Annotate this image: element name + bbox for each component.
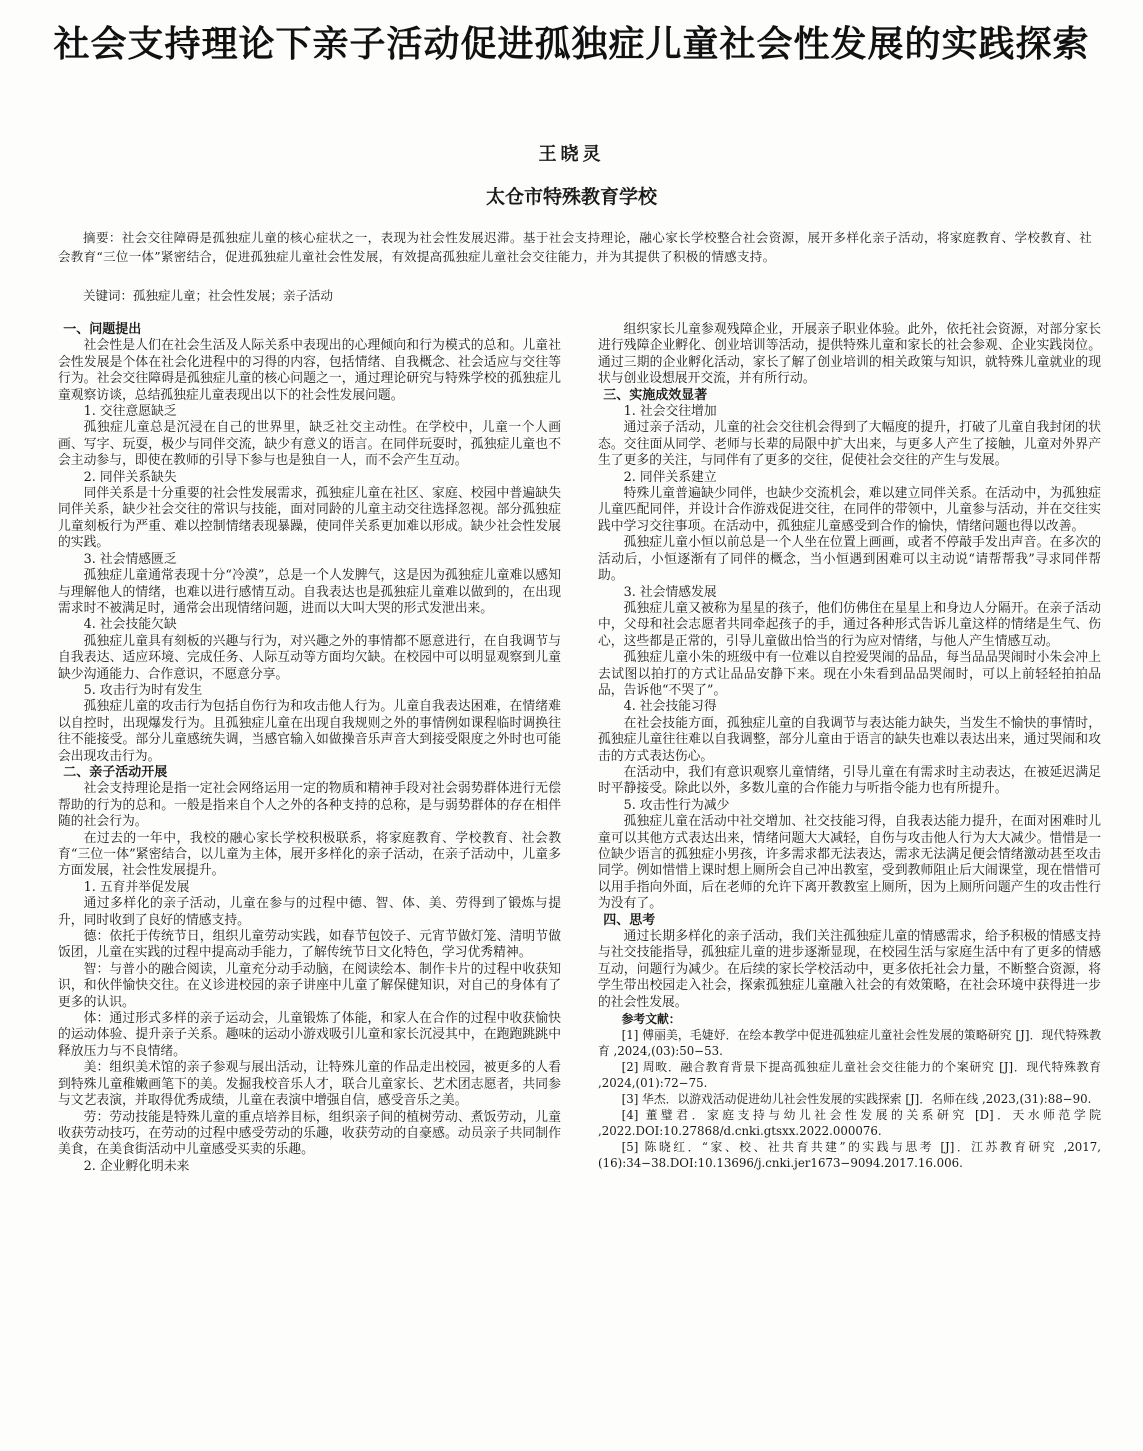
subsection-heading: 5. 攻击行为时有发生	[83, 682, 203, 698]
paragraph: 孤独症儿童在活动中社交增加、社交技能习得，自我表达能力提升，在面对困难时儿童可以其他方式表达出来，情绪问题大大减轻，自伤与攻击他人行为大大减少。惜惜是一位缺少语言的孤独症小男孩，许多需求都无法表达，需求无法满足便会情绪激动甚至攻击同学。例如惜惜上课时想上厕所会自己冲出教室，受到教师阻止后大闹课堂，现在惜惜可以用手指向外面，后在老师的允许下离开教教室上厕所，因为上厕所问题产生的攻击性行为没有了。	[598, 814, 1101, 912]
paragraph: 孤独症儿童具有刻板的兴趣与行为，对兴趣之外的事情都不愿意进行，在自我调节与自我表达、适应环境、完成任务、人际互动等方面均欠缺。在校园中可以明显观察到儿童缺少沟通能力、合作意识，不愿意分享。	[58, 633, 561, 682]
reference-item: [1] 傅丽美，毛婕妤．在绘本教学中促进孤独症儿童社会性发展的策略研究 [J]．现代特殊教育 ,2024,(03):50−53.	[598, 1028, 1101, 1059]
references-title: 参考文献：	[621, 1012, 681, 1027]
paragraph: 同伴关系是十分重要的社会性发展需求，孤独症儿童在社区、家庭、校园中普遍缺失同伴关系，缺少社会交往的常识与技能，面对同龄的儿童主动交往选择忽视。部分孤独症儿童刻板行为严重、难以控制情绪表现暴躁，使同伴关系更加难以形成。缺少社会性发展的实践。	[58, 486, 561, 551]
paragraph: 孤独症儿童通常表现十分“冷漠”，总是一个人发脾气，这是因为孤独症儿童难以感知与理解他人的情绪，也难以进行感情互动。自我表达也是孤独症儿童难以做到的，在出现需求时不被满足时，通常会出现情绪问题，进而以大叫大哭的形式发泄出来。	[58, 568, 561, 616]
reference-item: [4] 董璧君．家庭支持与幼儿社会性发展的关系研究 [D]．天水师范学院 ,2022.DOI:10.27868/d.cnki.gtsxx.2022.000076.	[598, 1108, 1101, 1139]
subsection-heading: 3. 社会情感匮乏	[83, 551, 177, 567]
paragraph: 组织家长儿童参观残障企业，开展亲子职业体验。此外，依托社会资源，对部分家长进行残障企业孵化、创业培训等活动，提供特殊儿童和家长的社会参观、企业实践岗位。通过三期的企业孵化活动，家长了解了创业培训的相关政策与知识，就特殊儿童就业的现状与创业设想展开交流，并有所行动。	[598, 322, 1101, 387]
references	[598, 1011, 1101, 1171]
paragraph: 通过亲子活动，儿童的社会交往机会得到了大幅度的提升，打破了儿童自我封闭的状态。交往面从同学、老师与长辈的局限中扩大出来，与更多人产生了接触，儿童对外界产生了更多的关注，与同伴有了更多的交往，促使社会交往的产生与发展。	[598, 420, 1101, 469]
author-name: 王晓灵	[538, 144, 605, 165]
subsection-heading: 3. 社会情感发展	[623, 584, 717, 600]
paragraph: 智：与普小的融合阅读，儿童充分动手动脑，在阅读绘本、制作卡片的过程中收获知识，和伙伴愉快交往。在义诊进校园的亲子讲座中儿童了解保健知识，对自己的身体有了更多的认识。	[58, 961, 561, 1010]
subsection-heading: 1. 交往意愿缺乏	[83, 404, 177, 420]
paragraph: 德：依托于传统节日，组织儿童劳动实践，如春节包饺子、元宵节做灯笼、清明节做饭团，儿童在实践的过程中提高动手能力，了解传统节日文化特色，学习优秀精神。	[58, 929, 561, 961]
left-column	[58, 322, 561, 1175]
paragraph: 在活动中，我们有意识观察儿童情绪，引导儿童在有需求时主动表达，在被延迟满足时平静接受。除此以外，多数儿童的合作能力与听指令能力也有所提升。	[598, 764, 1101, 797]
paragraph: 孤独症儿童小恒以前总是一个人坐在位置上画画，或者不停敲手发出声音。在多次的活动后，小恒逐渐有了同伴的概念，当小恒遇到困难可以主动说“请帮帮我”寻求同伴帮助。	[598, 535, 1101, 584]
paragraph: 美：组织美术馆的亲子参观与展出活动，让特殊儿童的作品走出校园，被更多的人看到特殊儿童稚嫩画笔下的美。发掘我校音乐人才，联合儿童家长、艺术团志愿者，共同参与文艺表演，并取得优秀成绩，儿童在表演中增强自信，感受音乐之美。	[58, 1060, 561, 1109]
section-heading: 三、实施成效显著	[603, 387, 708, 403]
abstract: 摘要：社会交往障碍是孤独症儿童的核心症状之一，表现为社会性发展迟滞。基于社会支持理论，融心家长学校整合社会资源，展开多样化亲子活动，将家庭教育、学校教育、社会教育“三位一体”紧密结合，促进孤独症儿童社会性发展，有效提高孤独症儿童社会交往能力，并为其提供了积极的情感支持。	[58, 230, 1092, 264]
paragraph: 社会性是人们在社会生活及人际关系中表现出的心理倾向和行为模式的总和。儿童社会性发展是个体在社会化进程中的习得的内容，包括情绪、自我概念、社会适应与交往等行为。社会交往障碍是孤独症儿童的核心问题之一，通过理论研究与特殊学校的孤独症儿童观察访谈，总结孤独症儿童表现出以下的社会性发展问题。	[58, 338, 561, 403]
paragraph: 孤独症儿童又被称为星星的孩子，他们仿佛住在星星上和身边人分隔开。在亲子活动中，父母和社会志愿者共同牵起孩子的手，通过各种形式告诉儿童这样的情绪是生气、伤心，这些都是正常的，引导儿童做出恰当的行为应对情绪，与他人产生情感互动。	[598, 600, 1101, 649]
paper-title: 社会支持理论下亲子活动促进孤独症儿童社会性发展的实践探索	[53, 24, 1090, 65]
paragraph: 社会支持理论是指一定社会网络运用一定的物质和精神手段对社会弱势群体进行无偿帮助的行为的总和。一般是指来自个人之外的各种支持的总称，是与弱势群体的存在相伴随的社会行为。	[58, 781, 561, 830]
section-heading: 二、亲子活动开展	[63, 764, 168, 780]
subsection-heading: 2. 企业孵化明未来	[83, 1158, 190, 1174]
paragraph: 劳：劳动技能是特殊儿童的重点培养目标，组织亲子间的植树劳动、煮饭劳动，儿童收获劳动技巧，在劳动的过程中感受劳动的乐趣，收获劳动的自豪感。动员亲子共同制作美食，在美食街活动中儿童感受买卖的乐趣。	[58, 1109, 561, 1158]
paragraph: 特殊儿童普遍缺少同伴，也缺少交流机会，难以建立同伴关系。在活动中，为孤独症儿童匹配同伴，并设计合作游戏促进交往，在同伴的带领中，儿童参与活动，并在交往实践中学习交往事项。在活动中，孤独症儿童感受到合作的愉快，情绪问题也得以改善。	[598, 486, 1101, 534]
paragraph: 在过去的一年中，我校的融心家长学校积极联系，将家庭教育、学校教育、社会教育“三位一体”紧密结合，以儿童为主体，展开多样化的亲子活动，在亲子活动中，儿童多方面发展，社会性发展提升。	[58, 830, 561, 879]
reference-item: [3] 华杰．以游戏活动促进幼儿社会性发展的实践探索 [J]．名师在线 ,2023,(31):88−90.	[621, 1092, 1092, 1107]
section-heading: 四、思考	[603, 912, 656, 928]
paragraph: 通过多样化的亲子活动，儿童在参与的过程中德、智、体、美、劳得到了锻炼与提升，同时收到了良好的情感支持。	[58, 896, 561, 928]
reference-item: [2] 周畋．融合教育背景下提高孤独症儿童社会交往能力的个案研究 [J]．现代特殊教育 ,2024,(01):72−75.	[598, 1060, 1101, 1091]
paragraph: 孤独症儿童总是沉浸在自己的世界里，缺乏社交主动性。在学校中，儿童一个人画画、写字、玩耍，极少与同伴交流，缺少有意义的语言。在同伴玩耍时，孤独症儿童也不会主动参与，即使在教师的引导下参与也是独自一人，而不会产生互动。	[58, 420, 561, 469]
subsection-heading: 5. 攻击性行为减少	[623, 797, 730, 813]
paragraph: 孤独症儿童的攻击行为包括自伤行为和攻击他人行为。儿童自我表达困难，在情绪难以自控时，出现爆发行为。且孤独症儿童在出现自我规则之外的事情例如课程临时调换往往不能接受。部分儿童感统失调，当感官输入如做操音乐声音大到接受限度之外时也可能会出现攻击行为。	[58, 699, 561, 764]
subsection-heading: 4. 社会技能习得	[623, 699, 717, 715]
subsection-heading: 2. 同伴关系建立	[623, 469, 717, 485]
paragraph: 体：通过形式多样的亲子运动会，儿童锻炼了体能，和家人在合作的过程中收获愉快的运动体验、提升亲子关系。趣味的运动小游戏吸引儿童和家长沉浸其中，在跑跑跳跳中释放压力与不良情绪。	[58, 1011, 561, 1059]
affiliation: 太仓市特殊教育学校	[485, 186, 657, 208]
paragraph: 孤独症儿童小朱的班级中有一位难以自控爱哭闹的品品，每当品品哭闹时小朱会冲上去试图以拍打的方式让品品安静下来。现在小朱看到品品哭闹时，可以上前轻轻拍拍品品，告诉他“不哭了”。	[598, 650, 1101, 698]
subsection-heading: 2. 同伴关系缺失	[83, 469, 177, 485]
paragraph: 在社会技能方面，孤独症儿童的自我调节与表达能力缺失，当发生不愉快的事情时，孤独症儿童往往难以自我调整，部分儿童由于语言的缺失也难以表达出来，通过哭闹和攻击的方式表达伤心。	[598, 715, 1101, 764]
subsection-heading: 4. 社会技能欠缺	[83, 617, 177, 633]
paragraph: 通过长期多样化的亲子活动，我们关注孤独症儿童的情感需求，给予积极的情感支持与社交技能指导，孤独症儿童的进步逐渐显现，在校园生活与家庭生活中有了更多的情感互动，问题行为减少。在后续的家长学校活动中，更多依托社会力量，不断整合资源，将学生带出校园走入社会，探索孤独症儿童融入社会的有效策略，在社会环境中获得进一步的社会性发展。	[598, 929, 1101, 1010]
right-column	[598, 322, 1101, 1171]
keywords: 关键词：孤独症儿童；社会性发展；亲子活动	[83, 288, 334, 303]
subsection-heading: 1. 社会交往增加	[623, 404, 717, 420]
reference-item: [5] 陈晓红．“家、校、社共育共建”的实践与思考 [J]．江苏教育研究 ,2017,(16):34−38.DOI:10.13696/j.cnki.jer1673−9094.2017.16.006.	[598, 1140, 1101, 1171]
section-heading: 一、问题提出	[63, 322, 142, 337]
subsection-heading: 1. 五育并举促发展	[83, 879, 190, 895]
